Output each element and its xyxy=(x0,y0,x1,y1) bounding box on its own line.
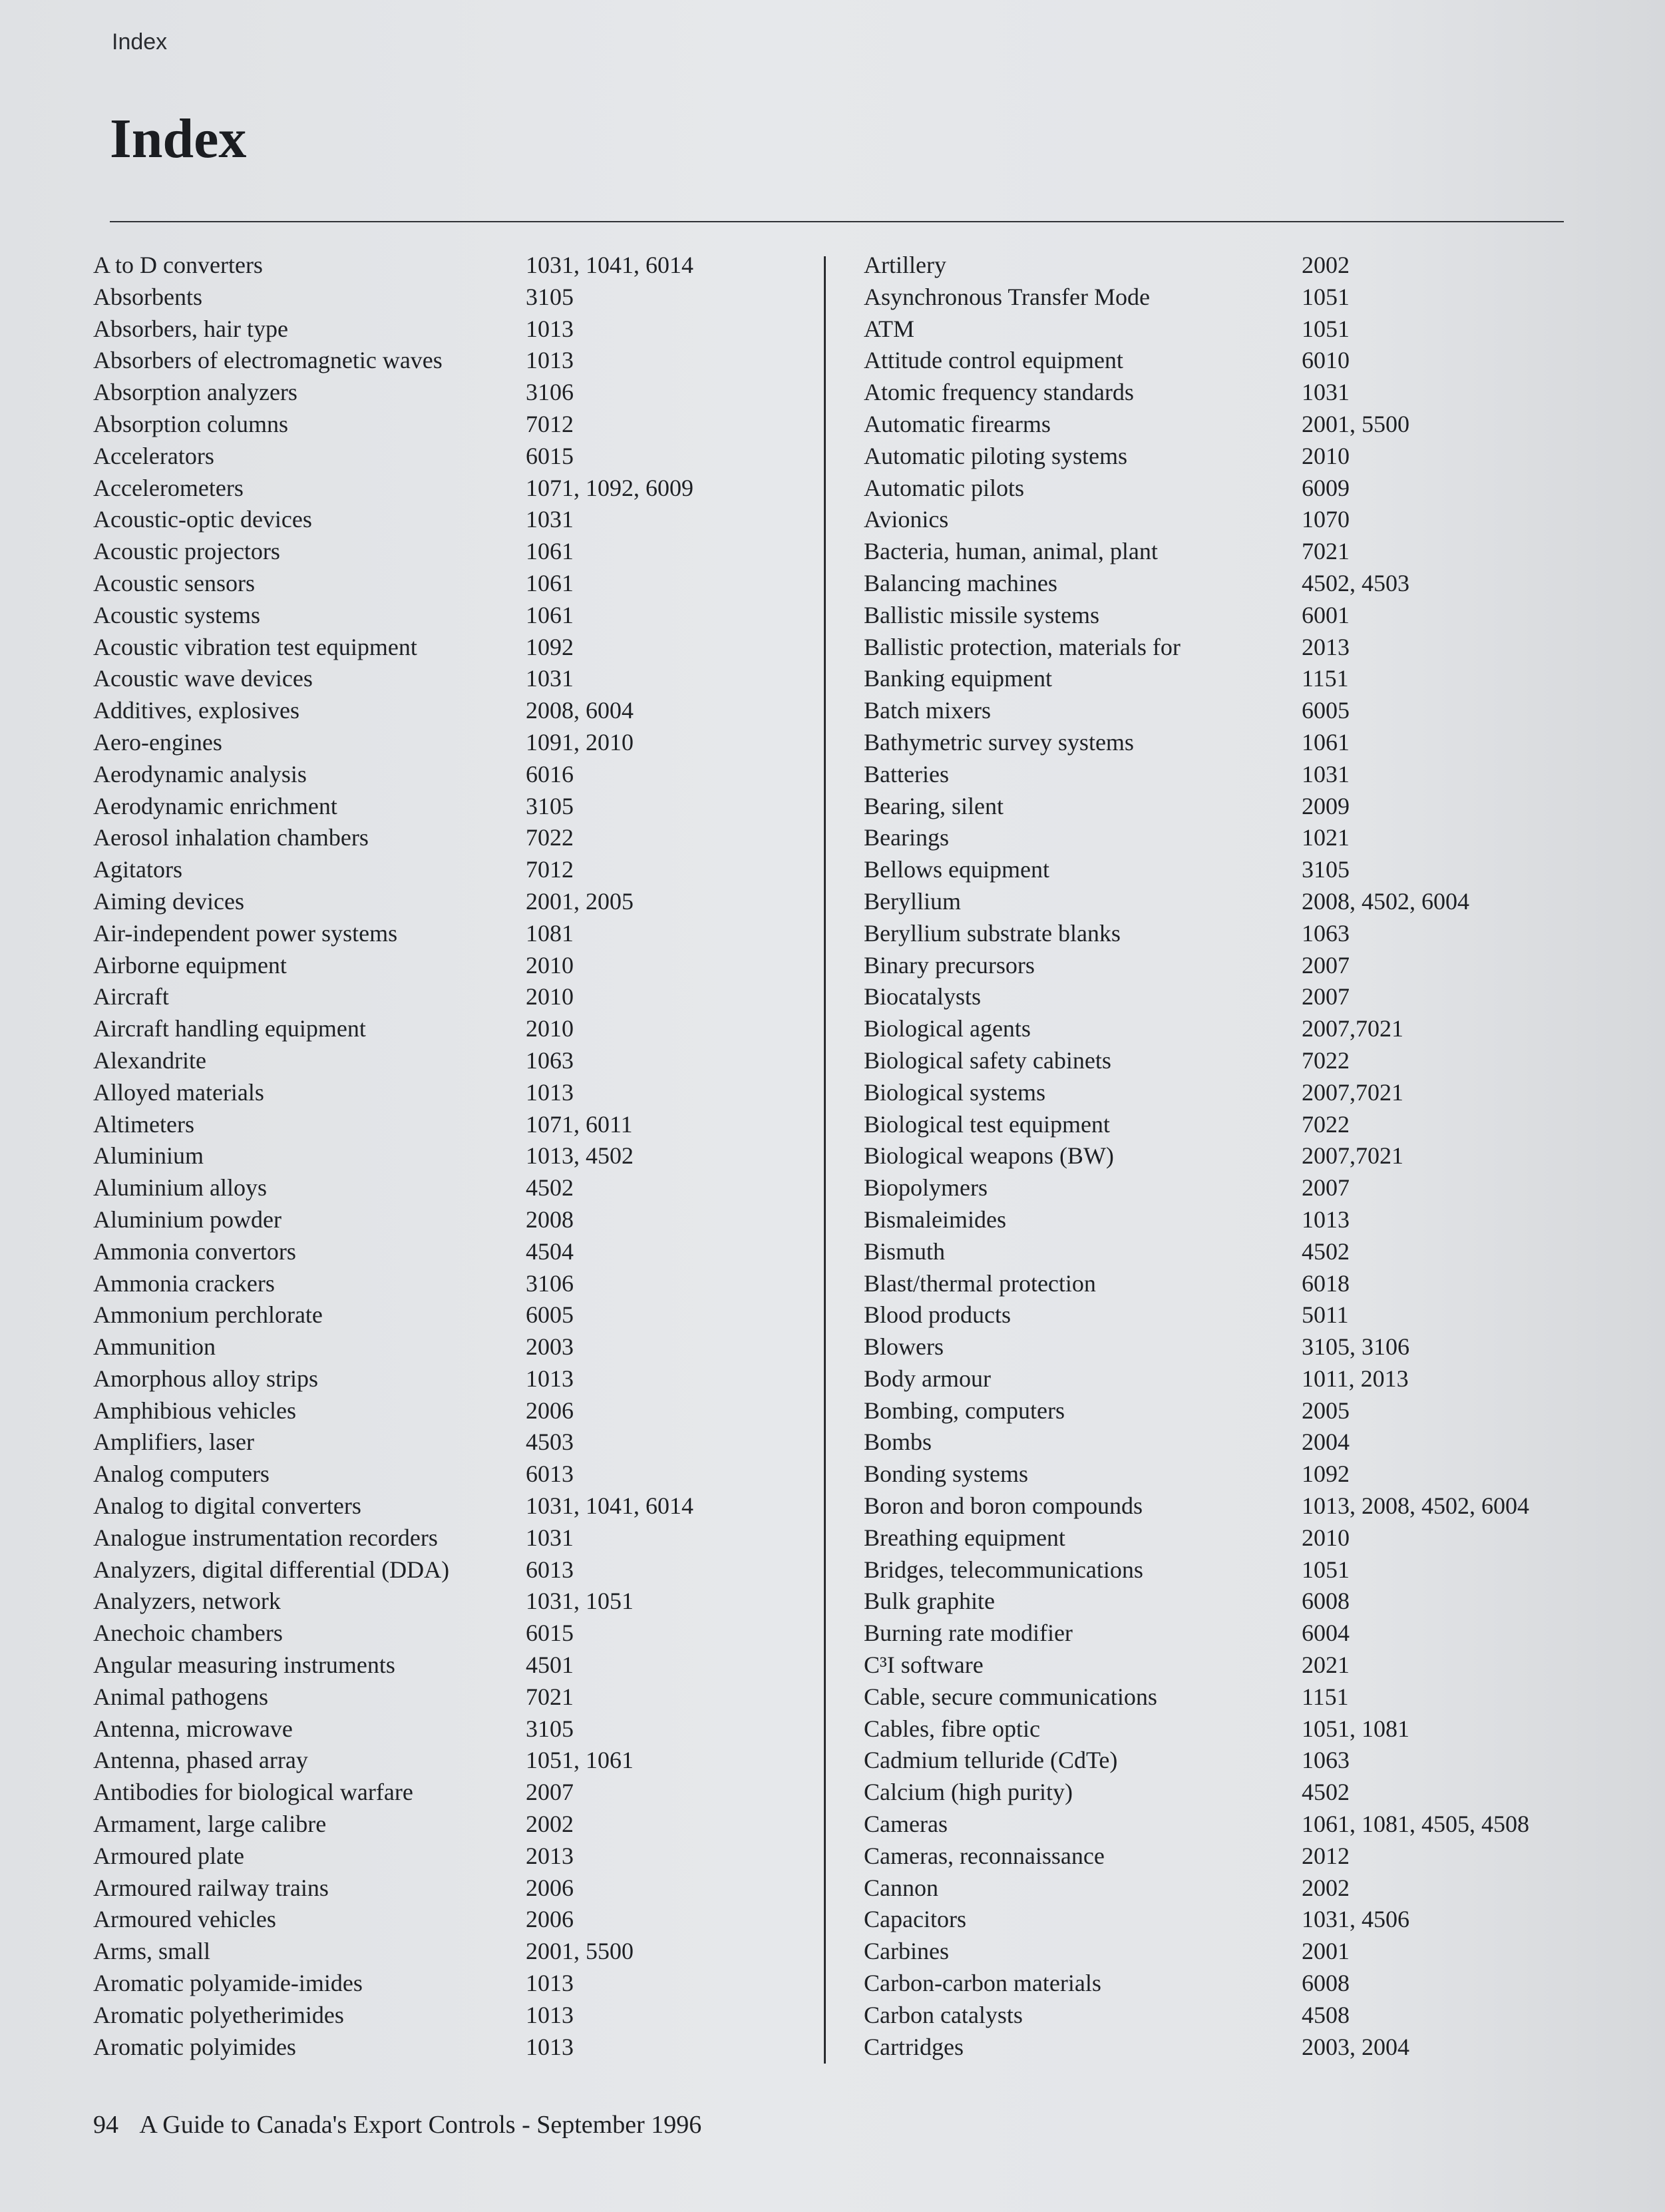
index-term: Bulk graphite xyxy=(864,1588,995,1615)
index-reference: 7022 xyxy=(1302,1110,1350,1138)
index-term: Ammonium perchlorate xyxy=(93,1301,323,1329)
index-term: Biological weapons (BW) xyxy=(864,1142,1114,1170)
index-reference: 1151 xyxy=(1302,1683,1349,1710)
index-term: Cannon xyxy=(864,1874,938,1901)
index-reference: 2007 xyxy=(1302,951,1350,979)
index-reference: 2007,7021 xyxy=(1302,1078,1403,1106)
index-term: Batch mixers xyxy=(864,697,991,724)
index-reference: 6013 xyxy=(526,1460,574,1488)
index-term: Asynchronous Transfer Mode xyxy=(864,283,1150,310)
index-term: Bombing, computers xyxy=(864,1397,1065,1424)
index-reference: 5011 xyxy=(1302,1301,1349,1329)
index-reference: 6018 xyxy=(1302,1269,1350,1297)
index-reference: 2007 xyxy=(526,1779,574,1806)
index-term: Acoustic sensors xyxy=(93,569,255,596)
index-reference: 1013 xyxy=(526,347,574,374)
index-term: Batteries xyxy=(864,760,949,787)
index-reference: 3105, 3106 xyxy=(1302,1333,1409,1361)
index-reference: 4501 xyxy=(526,1652,574,1679)
index-term: Bismaleimides xyxy=(864,1206,1006,1233)
index-reference: 3106 xyxy=(526,379,574,406)
index-term: Biological safety cabinets xyxy=(864,1046,1111,1074)
index-term: Breathing equipment xyxy=(864,1524,1065,1551)
index-term: Angular measuring instruments xyxy=(93,1652,395,1679)
index-term: Analogue instrumentation recorders xyxy=(93,1524,438,1551)
index-term: Amphibious vehicles xyxy=(93,1397,296,1424)
index-reference: 1061 xyxy=(1302,728,1350,756)
index-term: Acoustic systems xyxy=(93,601,260,628)
index-term: Carbon-carbon materials xyxy=(864,1970,1101,1997)
index-reference: 4502 xyxy=(526,1174,574,1202)
index-term: Ammunition xyxy=(93,1333,216,1361)
index-reference: 6005 xyxy=(526,1301,574,1329)
index-term: Ammonia crackers xyxy=(93,1269,275,1297)
index-reference: 6015 xyxy=(526,442,574,469)
index-reference: 4508 xyxy=(1302,2001,1350,2028)
index-term: Analyzers, digital differential (DDA) xyxy=(93,1556,450,1583)
index-reference: 1071, 1092, 6009 xyxy=(526,474,693,501)
index-term: Calcium (high purity) xyxy=(864,1779,1073,1806)
index-term: Air-independent power systems xyxy=(93,919,398,947)
index-reference: 4504 xyxy=(526,1237,574,1265)
index-term: Antenna, phased array xyxy=(93,1747,308,1774)
index-term: Ammonia convertors xyxy=(93,1237,296,1265)
index-term: Banking equipment xyxy=(864,665,1052,692)
index-term: Absorption analyzers xyxy=(93,379,297,406)
index-reference: 2010 xyxy=(526,983,574,1010)
index-term: Aromatic polyamide-imides xyxy=(93,1970,363,1997)
index-term: Accelerators xyxy=(93,442,214,469)
index-term: Attitude control equipment xyxy=(864,347,1123,374)
index-term: Airborne equipment xyxy=(93,951,287,979)
index-reference: 1031 xyxy=(526,1524,574,1551)
index-reference: 4502, 4503 xyxy=(1302,569,1409,596)
index-reference: 1092 xyxy=(526,633,574,660)
index-reference: 1051 xyxy=(1302,283,1350,310)
index-reference: 1031, 1041, 6014 xyxy=(526,1492,693,1520)
index-term: Aromatic polyetherimides xyxy=(93,2001,344,2028)
index-term: Analyzers, network xyxy=(93,1588,281,1615)
index-reference: 2006 xyxy=(526,1906,574,1933)
index-reference: 3105 xyxy=(526,283,574,310)
index-reference: 2006 xyxy=(526,1397,574,1424)
index-term: Aerosol inhalation chambers xyxy=(93,824,369,851)
index-reference: 2002 xyxy=(526,1811,574,1838)
index-term: Bismuth xyxy=(864,1237,946,1265)
index-term: C³I software xyxy=(864,1652,984,1679)
index-term: Blowers xyxy=(864,1333,944,1361)
index-term: Analog to digital converters xyxy=(93,1492,361,1520)
index-term: Alexandrite xyxy=(93,1046,206,1074)
index-reference: 2013 xyxy=(1302,633,1350,660)
index-reference: 1013, 2008, 4502, 6004 xyxy=(1302,1492,1529,1520)
index-term: Avionics xyxy=(864,506,949,533)
index-reference: 1013 xyxy=(526,2033,574,2060)
index-reference: 1031 xyxy=(526,665,574,692)
index-reference: 4502 xyxy=(1302,1779,1350,1806)
index-term: Automatic firearms xyxy=(864,410,1051,437)
index-term: Absorption columns xyxy=(93,410,288,437)
index-term: Armoured plate xyxy=(93,1842,244,1869)
footer-title: A Guide to Canada's Export Controls - September 1996 xyxy=(139,2111,702,2139)
index-term: Automatic pilots xyxy=(864,474,1024,501)
index-term: Cameras, reconnaissance xyxy=(864,1842,1105,1869)
index-term: Acoustic vibration test equipment xyxy=(93,633,417,660)
index-term: Accelerometers xyxy=(93,474,244,501)
index-term: Aircraft xyxy=(93,983,169,1010)
index-reference: 1061 xyxy=(526,601,574,628)
index-reference: 2010 xyxy=(526,1015,574,1042)
index-reference: 6010 xyxy=(1302,347,1350,374)
index-reference: 1063 xyxy=(526,1046,574,1074)
index-term: Biological agents xyxy=(864,1015,1031,1042)
index-reference: 2001, 5500 xyxy=(1302,410,1409,437)
index-reference: 1092 xyxy=(1302,1460,1350,1488)
index-term: Bellows equipment xyxy=(864,856,1049,883)
index-reference: 2007,7021 xyxy=(1302,1015,1403,1042)
index-reference: 7012 xyxy=(526,410,574,437)
index-reference: 2001, 5500 xyxy=(526,1938,634,1965)
index-term: Anechoic chambers xyxy=(93,1620,283,1647)
index-term: Alloyed materials xyxy=(93,1078,264,1106)
index-term: Biopolymers xyxy=(864,1174,988,1202)
index-term: Aiming devices xyxy=(93,887,244,915)
index-term: Aluminium powder xyxy=(93,1206,281,1233)
index-reference: 2007 xyxy=(1302,1174,1350,1202)
index-term: Cables, fibre optic xyxy=(864,1715,1040,1742)
index-term: Ballistic missile systems xyxy=(864,601,1100,628)
index-reference: 7022 xyxy=(526,824,574,851)
index-reference: 1013 xyxy=(526,1365,574,1392)
index-term: Beryllium substrate blanks xyxy=(864,919,1121,947)
index-reference: 1061, 1081, 4505, 4508 xyxy=(1302,1811,1529,1838)
index-term: Carbon catalysts xyxy=(864,2001,1023,2028)
index-term: Beryllium xyxy=(864,887,961,915)
index-reference: 1091, 2010 xyxy=(526,728,634,756)
index-reference: 2001, 2005 xyxy=(526,887,634,915)
index-reference: 2007,7021 xyxy=(1302,1142,1403,1170)
index-term: Burning rate modifier xyxy=(864,1620,1073,1647)
index-reference: 1061 xyxy=(526,538,574,565)
index-term: Atomic frequency standards xyxy=(864,379,1134,406)
index-reference: 2021 xyxy=(1302,1652,1350,1679)
index-term: Biocatalysts xyxy=(864,983,981,1010)
page-footer xyxy=(93,2110,701,2139)
index-reference: 2008, 6004 xyxy=(526,697,634,724)
index-term: Aluminium xyxy=(93,1142,204,1170)
index-term: Absorbents xyxy=(93,283,202,310)
index-term: Cable, secure communications xyxy=(864,1683,1157,1710)
index-term: Agitators xyxy=(93,856,182,883)
index-reference: 2009 xyxy=(1302,792,1350,819)
index-term: Capacitors xyxy=(864,1906,966,1933)
index-term: Acoustic-optic devices xyxy=(93,506,312,533)
index-term: A to D converters xyxy=(93,252,263,278)
index-term: Absorbers, hair type xyxy=(93,315,288,342)
index-term: Amorphous alloy strips xyxy=(93,1365,318,1392)
index-term: Additives, explosives xyxy=(93,697,299,724)
index-term: Aircraft handling equipment xyxy=(93,1015,366,1042)
index-reference: 1051 xyxy=(1302,315,1350,342)
index-reference: 6013 xyxy=(526,1556,574,1583)
index-reference: 6009 xyxy=(1302,474,1350,501)
index-reference: 2002 xyxy=(1302,1874,1350,1901)
index-reference: 1013 xyxy=(526,1970,574,1997)
index-reference: 1013 xyxy=(526,2001,574,2028)
page-number: 94 xyxy=(93,2111,118,2139)
index-term: Aluminium alloys xyxy=(93,1174,267,1202)
index-reference: 6016 xyxy=(526,760,574,787)
index-term: Biological test equipment xyxy=(864,1110,1110,1138)
index-reference: 1051 xyxy=(1302,1556,1350,1583)
index-term: Aromatic polyimides xyxy=(93,2033,296,2060)
index-reference: 1051, 1081 xyxy=(1302,1715,1409,1742)
index-term: Acoustic wave devices xyxy=(93,665,313,692)
running-head: Index xyxy=(112,29,168,55)
index-term: Ballistic protection, materials for xyxy=(864,633,1181,660)
index-term: Body armour xyxy=(864,1365,991,1392)
index-reference: 3105 xyxy=(1302,856,1350,883)
index-reference: 2003 xyxy=(526,1333,574,1361)
index-reference: 3105 xyxy=(526,1715,574,1742)
index-reference: 6015 xyxy=(526,1620,574,1647)
index-reference: 2013 xyxy=(526,1842,574,1869)
index-reference: 2003, 2004 xyxy=(1302,2033,1409,2060)
index-reference: 1021 xyxy=(1302,824,1350,851)
index-term: Amplifiers, laser xyxy=(93,1429,254,1456)
index-term: Antenna, microwave xyxy=(93,1715,293,1742)
index-reference: 1081 xyxy=(526,919,574,947)
index-term: Absorbers of electromagnetic waves xyxy=(93,347,443,374)
index-reference: 2008, 4502, 6004 xyxy=(1302,887,1469,915)
index-reference: 2001 xyxy=(1302,1938,1350,1965)
index-reference: 3105 xyxy=(526,792,574,819)
index-reference: 6008 xyxy=(1302,1588,1350,1615)
index-reference: 1051, 1061 xyxy=(526,1747,634,1774)
index-reference: 7012 xyxy=(526,856,574,883)
index-reference: 7021 xyxy=(526,1683,574,1710)
index-reference: 1071, 6011 xyxy=(526,1110,633,1138)
index-reference: 4503 xyxy=(526,1429,574,1456)
index-reference: 1031 xyxy=(526,506,574,533)
index-term: Aero-engines xyxy=(93,728,222,756)
index-term: Balancing machines xyxy=(864,569,1057,596)
index-reference: 2002 xyxy=(1302,252,1350,278)
index-term: Artillery xyxy=(864,252,946,278)
index-term: Analog computers xyxy=(93,1460,270,1488)
index-reference: 1031 xyxy=(1302,379,1350,406)
index-reference: 1031, 1051 xyxy=(526,1588,634,1615)
index-reference: 2004 xyxy=(1302,1429,1350,1456)
index-term: Aerodynamic enrichment xyxy=(93,792,337,819)
index-reference: 1011, 2013 xyxy=(1302,1365,1409,1392)
index-reference: 6001 xyxy=(1302,601,1350,628)
index-term: Armoured railway trains xyxy=(93,1874,329,1901)
index-term: Bearing, silent xyxy=(864,792,1004,819)
index-term: Armoured vehicles xyxy=(93,1906,276,1933)
index-reference: 6008 xyxy=(1302,1970,1350,1997)
title-rule xyxy=(110,221,1564,222)
index-reference: 6005 xyxy=(1302,697,1350,724)
column-divider xyxy=(824,256,826,2064)
index-term: Armament, large calibre xyxy=(93,1811,327,1838)
index-term: Acoustic projectors xyxy=(93,538,280,565)
index-reference: 1061 xyxy=(526,569,574,596)
index-reference: 6004 xyxy=(1302,1620,1350,1647)
index-reference: 1013 xyxy=(526,1078,574,1106)
index-term: Altimeters xyxy=(93,1110,194,1138)
index-term: Cadmium telluride (CdTe) xyxy=(864,1747,1118,1774)
index-term: Biological systems xyxy=(864,1078,1045,1106)
index-reference: 3106 xyxy=(526,1269,574,1297)
index-term: Bearings xyxy=(864,824,949,851)
index-reference: 1151 xyxy=(1302,665,1349,692)
index-reference: 1070 xyxy=(1302,506,1350,533)
index-term: Bridges, telecommunications xyxy=(864,1556,1143,1583)
index-reference: 1013 xyxy=(526,315,574,342)
index-term: Aerodynamic analysis xyxy=(93,760,307,787)
index-reference: 1031, 1041, 6014 xyxy=(526,252,693,278)
index-term: Carbines xyxy=(864,1938,949,1965)
index-term: Blood products xyxy=(864,1301,1011,1329)
index-reference: 2010 xyxy=(526,951,574,979)
index-reference: 2008 xyxy=(526,1206,574,1233)
index-term: ATM xyxy=(864,315,915,342)
index-reference: 2012 xyxy=(1302,1842,1350,1869)
index-reference: 1013, 4502 xyxy=(526,1142,634,1170)
index-term: Automatic piloting systems xyxy=(864,442,1127,469)
index-reference: 2007 xyxy=(1302,983,1350,1010)
index-reference: 2010 xyxy=(1302,442,1350,469)
index-term: Blast/thermal protection xyxy=(864,1269,1096,1297)
index-term: Bacteria, human, animal, plant xyxy=(864,538,1158,565)
page-title: Index xyxy=(110,108,247,170)
index-reference: 2010 xyxy=(1302,1524,1350,1551)
index-term: Bathymetric survey systems xyxy=(864,728,1134,756)
index-reference: 2006 xyxy=(526,1874,574,1901)
index-reference: 7021 xyxy=(1302,538,1350,565)
index-term: Antibodies for biological warfare xyxy=(93,1779,413,1806)
index-term: Bonding systems xyxy=(864,1460,1029,1488)
index-reference: 1063 xyxy=(1302,1747,1350,1774)
index-term: Animal pathogens xyxy=(93,1683,268,1710)
index-term: Boron and boron compounds xyxy=(864,1492,1143,1520)
index-term: Bombs xyxy=(864,1429,932,1456)
index-reference: 1063 xyxy=(1302,919,1350,947)
index-reference: 1031 xyxy=(1302,760,1350,787)
index-term: Arms, small xyxy=(93,1938,210,1965)
index-term: Cameras xyxy=(864,1811,948,1838)
index-reference: 7022 xyxy=(1302,1046,1350,1074)
index-reference: 1013 xyxy=(1302,1206,1350,1233)
index-reference: 4502 xyxy=(1302,1237,1350,1265)
index-reference: 1031, 4506 xyxy=(1302,1906,1409,1933)
index-term: Cartridges xyxy=(864,2033,964,2060)
index-reference: 2005 xyxy=(1302,1397,1350,1424)
index-term: Binary precursors xyxy=(864,951,1035,979)
